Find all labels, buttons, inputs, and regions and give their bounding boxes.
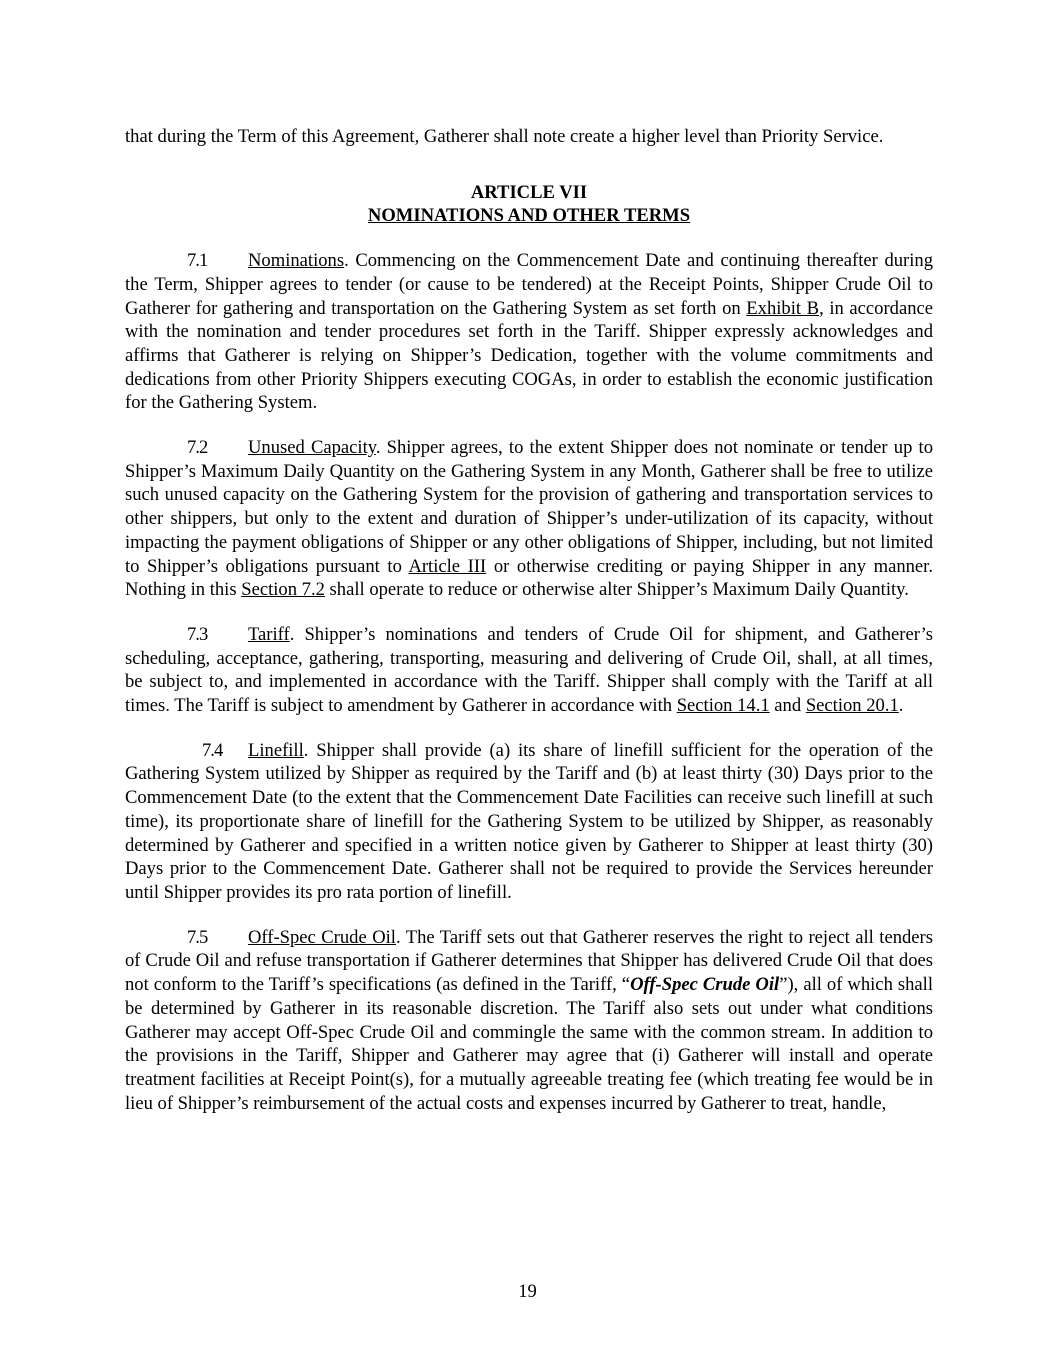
section-text: or otherwise crediting or paying Shipper in any manner. Nothing in this bbox=[125, 555, 933, 601]
section-text: and bbox=[769, 695, 806, 717]
section-text: shall operate to reduce or otherwise alter Shipper’s Maximum Daily Quantity. bbox=[324, 579, 909, 601]
cross-reference: Section 7.2 bbox=[241, 579, 325, 601]
page-body bbox=[125, 125, 933, 1115]
section-heading: Nominations bbox=[248, 250, 345, 272]
section-number: 7.5 bbox=[187, 926, 208, 948]
section-text: . bbox=[898, 695, 904, 717]
section-number: 7.3 bbox=[187, 623, 208, 645]
carryover-paragraph: that during the Term of this Agreement, Gatherer shall note create a higher level than Priority Service. bbox=[125, 126, 884, 147]
article-heading bbox=[125, 181, 933, 228]
cross-reference: Section 14.1 bbox=[676, 695, 770, 717]
section-7-3 bbox=[125, 623, 933, 718]
section-7-1 bbox=[125, 249, 933, 415]
section-heading: Unused Capacity bbox=[248, 437, 376, 459]
cross-reference: Section 20.1 bbox=[805, 695, 899, 717]
section-text: . The Tariff sets out that Gatherer reserves the right to reject all tenders of Crude Oil and refuse transportation if Gatherer determines that Shipper has delivered Crude Oil that does not conform to the Tariff’s specifications (as defined in the Tariff, “ bbox=[125, 926, 933, 996]
article-subtitle: NOMINATIONS AND OTHER TERMS bbox=[367, 205, 691, 227]
page-number: 19 bbox=[518, 1281, 537, 1302]
section-text: , in accordance with the nomination and tender procedures set forth in the Tariff. Shipper expressly acknowledges and affirms that Gatherer is relying on Shipper’s Dedication, together with the volume commitments and dedications from other Priority Shippers executing COGAs, in order to establish the economic justification for the Gathering System. bbox=[125, 297, 933, 414]
section-text: . Shipper’s nominations and tenders of Crude Oil for shipment, and Gatherer’s scheduling, acceptance, gathering, transporting, measuring and delivering of Crude Oil, shall, at all times, be subject to, and implemented in accordance with the Tariff. Shipper shall comply with the Tariff at all times. The Tariff is subject to amendment by Gatherer in accordance with bbox=[125, 623, 933, 717]
section-heading: Off-Spec Crude Oil bbox=[248, 926, 396, 948]
section-7-4 bbox=[125, 739, 933, 905]
section-7-5 bbox=[125, 926, 933, 1116]
defined-term: Off-Spec Crude Oil bbox=[630, 974, 780, 996]
section-7-2 bbox=[125, 436, 933, 602]
section-text: ”), all of which shall be determined by Gatherer in its reasonable discretion. The Tariff also sets out under what conditions Gatherer may accept Off-Spec Crude Oil and commingle the same with the common stream. In addition to the provisions in the Tariff, Shipper and Gatherer may agree that (i) Gatherer will install and operate treatment facilities at Receipt Point(s), for a mutually agreeable treating fee (which treating fee would be in lieu of Shipper’s reimbursement of the actual costs and expenses incurred by Gatherer to treat, handle, bbox=[125, 974, 933, 1114]
section-heading: Linefill bbox=[248, 739, 304, 761]
cross-reference: Article III bbox=[408, 555, 487, 577]
section-heading: Tariff bbox=[248, 623, 290, 645]
section-number: 7.4 bbox=[202, 739, 223, 761]
section-text: . Shipper agrees, to the extent Shipper does not nominate or tender up to Shipper’s Maximum Daily Quantity on the Gathering System in any Month, Gatherer shall be free to utilize such unused capacity on the Gathering System for the provision of gathering and transportation services to other shippers, but only to the extent and duration of Shipper’s under-utilization of its capacity, without impacting the payment obligations of Shipper or any other obligations of Shipper, including, but not limited to Shipper’s obligations pursuant to bbox=[125, 437, 933, 577]
article-title: ARTICLE VII bbox=[470, 181, 588, 203]
section-text: . Commencing on the Commencement Date and continuing thereafter during the Term, Shipper agrees to tender (or cause to be tendered) at the Receipt Points, Shipper Crude Oil to Gatherer for gathering and transportation on the Gathering System as set forth on bbox=[125, 250, 933, 319]
section-text: . Shipper shall provide (a) its share of linefill sufficient for the operation of the Gathering System utilized by Shipper as required by the Tariff and (b) at least thirty (30) Days prior to the Commencement Date (to the extent that the Commencement Date Facilities can receive such linefill at such time), its proportionate share of linefill for the Gathering System to be utilized by Shipper, as reasonably determined by Gatherer and specified in a written notice given by Gatherer to Shipper at least thirty (30) Days prior to the Commencement Date. Gatherer shall not be required to provide the Services hereunder until Shipper provides its pro rata portion of linefill. bbox=[125, 739, 933, 903]
section-number: 7.2 bbox=[187, 437, 208, 459]
section-number: 7.1 bbox=[187, 250, 208, 272]
cross-reference: Exhibit B bbox=[746, 297, 820, 319]
